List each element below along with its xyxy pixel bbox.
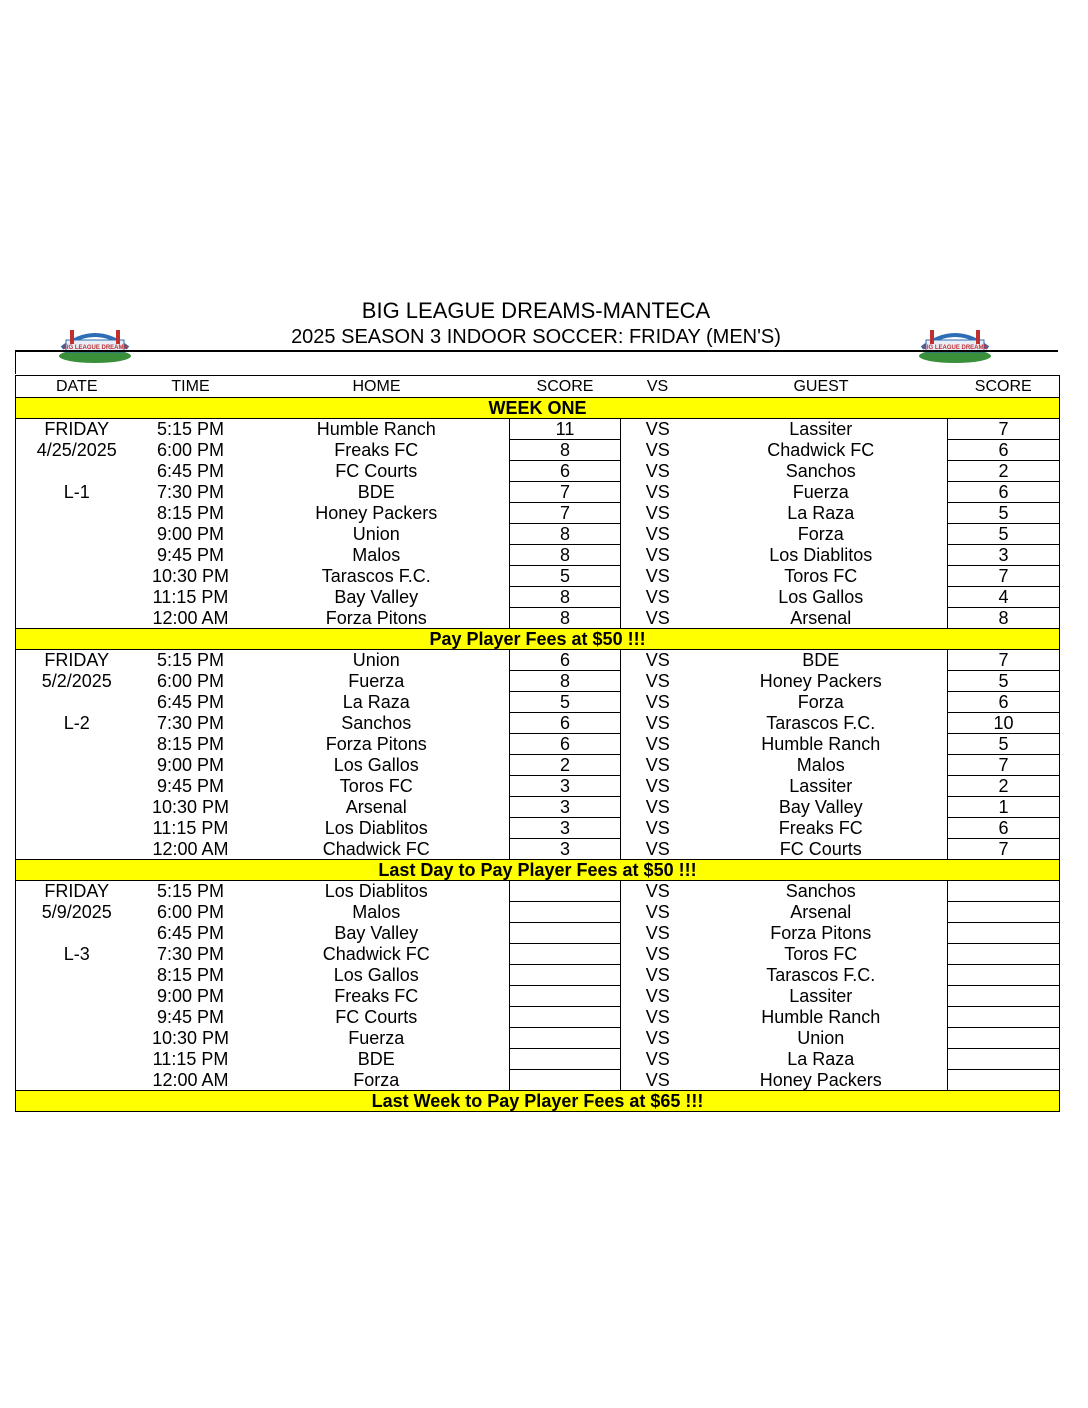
home-team: Toros FC bbox=[339, 776, 413, 796]
guest-team: Arsenal bbox=[790, 902, 852, 922]
time-cell: 7:30 PM bbox=[156, 713, 225, 733]
guest-score bbox=[948, 965, 1060, 986]
guest-score: 6 bbox=[948, 440, 1060, 461]
guest-score bbox=[948, 923, 1060, 944]
time-cell: 10:30 PM bbox=[151, 1028, 230, 1048]
date-cell bbox=[16, 797, 138, 818]
home-score: 8 bbox=[510, 524, 621, 545]
home-score: 8 bbox=[510, 608, 621, 629]
guest-team: Toros FC bbox=[784, 566, 858, 586]
vs-label: VS bbox=[645, 1007, 670, 1027]
date-cell bbox=[16, 1007, 138, 1028]
guest-score: 4 bbox=[948, 587, 1060, 608]
home-team: Los Gallos bbox=[333, 965, 419, 985]
time-cell: 11:15 PM bbox=[152, 587, 229, 607]
vs-label: VS bbox=[645, 607, 670, 628]
vs-label: VS bbox=[645, 838, 670, 859]
col-home-score: SCORE bbox=[510, 376, 621, 398]
date-cell bbox=[16, 545, 138, 566]
vs-label: VS bbox=[645, 482, 670, 502]
date-cell bbox=[16, 965, 138, 986]
date-cell bbox=[16, 755, 138, 776]
game-row bbox=[16, 1070, 1060, 1091]
date-cell bbox=[16, 587, 138, 608]
home-score: 8 bbox=[510, 440, 621, 461]
vs-label: VS bbox=[645, 692, 670, 712]
date-cell bbox=[16, 524, 138, 545]
home-score: 6 bbox=[510, 650, 621, 671]
guest-score: 7 bbox=[948, 839, 1060, 860]
game-row bbox=[16, 440, 1060, 461]
home-score bbox=[510, 965, 621, 986]
guest-score: 7 bbox=[948, 650, 1060, 671]
guest-team: Los Gallos bbox=[778, 587, 864, 607]
vs-label: VS bbox=[645, 524, 670, 544]
col-vs: VS bbox=[621, 376, 695, 398]
guest-score: 10 bbox=[948, 713, 1060, 734]
date-cell: L-3 bbox=[16, 944, 138, 965]
vs-label: VS bbox=[645, 734, 670, 754]
game-row bbox=[16, 818, 1060, 839]
home-score bbox=[510, 923, 621, 944]
home-team: Arsenal bbox=[345, 797, 407, 817]
guest-team: Fuerza bbox=[792, 482, 849, 502]
time-cell: 12:00 AM bbox=[152, 607, 229, 628]
guest-team: Lassiter bbox=[789, 419, 853, 440]
time-cell: 9:00 PM bbox=[156, 986, 225, 1006]
guest-team: FC Courts bbox=[779, 838, 862, 859]
game-row bbox=[16, 923, 1060, 944]
home-score: 8 bbox=[510, 671, 621, 692]
home-score: 6 bbox=[510, 713, 621, 734]
game-row bbox=[16, 1028, 1060, 1049]
home-score bbox=[510, 1007, 621, 1028]
home-score: 3 bbox=[510, 818, 621, 839]
vs-label: VS bbox=[645, 1049, 670, 1069]
game-row bbox=[16, 503, 1060, 524]
guest-score: 8 bbox=[948, 608, 1060, 629]
big-league-dreams-logo-left bbox=[54, 318, 136, 364]
page-subtitle: 2025 SEASON 3 INDOOR SOCCER: FRIDAY (MEN'S) bbox=[291, 326, 781, 348]
guest-team: Forza bbox=[797, 524, 844, 544]
game-row bbox=[16, 650, 1060, 671]
home-team: La Raza bbox=[342, 692, 410, 712]
date-cell: 5/9/2025 bbox=[16, 902, 138, 923]
banner-text: Last Week to Pay Player Fees at $65 !!! bbox=[16, 1091, 1060, 1112]
col-home: HOME bbox=[244, 376, 510, 398]
schedule-table bbox=[15, 375, 1060, 1112]
game-row bbox=[16, 587, 1060, 608]
home-team: Forza Pitons bbox=[325, 734, 427, 754]
guest-score: 6 bbox=[948, 692, 1060, 713]
vs-label: VS bbox=[645, 818, 670, 838]
vs-label: VS bbox=[645, 902, 670, 922]
date-cell bbox=[16, 461, 138, 482]
home-team: Los Diablitos bbox=[324, 818, 428, 838]
home-team: Malos bbox=[352, 545, 401, 565]
guest-team: Tarascos F.C. bbox=[766, 713, 876, 733]
guest-team: Los Diablitos bbox=[769, 545, 873, 565]
date-cell bbox=[16, 1028, 138, 1049]
time-cell: 5:15 PM bbox=[156, 881, 225, 902]
time-cell: 6:00 PM bbox=[156, 671, 225, 691]
home-score: 3 bbox=[510, 839, 621, 860]
home-team: Bay Valley bbox=[334, 923, 419, 943]
vs-label: VS bbox=[645, 1028, 670, 1048]
guest-team: Sanchos bbox=[785, 881, 856, 902]
guest-score bbox=[948, 881, 1060, 902]
home-score bbox=[510, 1049, 621, 1070]
logo-text: BIG LEAGUE DREAMS bbox=[922, 345, 988, 351]
time-cell: 9:45 PM bbox=[156, 545, 225, 565]
home-score: 8 bbox=[510, 545, 621, 566]
time-cell: 5:15 PM bbox=[156, 419, 225, 440]
guest-team: Humble Ranch bbox=[761, 734, 881, 754]
home-score: 5 bbox=[510, 566, 621, 587]
home-team: BDE bbox=[357, 482, 395, 502]
home-team: Forza Pitons bbox=[325, 607, 427, 628]
time-cell: 10:30 PM bbox=[151, 566, 230, 586]
game-row bbox=[16, 692, 1060, 713]
home-score: 3 bbox=[510, 776, 621, 797]
time-cell: 6:45 PM bbox=[156, 461, 225, 481]
home-score: 5 bbox=[510, 692, 621, 713]
column-header-row bbox=[16, 376, 1060, 398]
date-cell: 4/25/2025 bbox=[16, 440, 138, 461]
guest-score bbox=[948, 944, 1060, 965]
home-team: Bay Valley bbox=[334, 587, 419, 607]
guest-score bbox=[948, 1070, 1060, 1091]
guest-team: Tarascos F.C. bbox=[766, 965, 876, 985]
time-cell: 5:15 PM bbox=[156, 650, 225, 671]
game-row bbox=[16, 608, 1060, 629]
date-cell bbox=[16, 1049, 138, 1070]
date-cell: FRIDAY bbox=[16, 881, 138, 902]
home-team: Fuerza bbox=[348, 671, 405, 691]
vs-label: VS bbox=[645, 944, 670, 964]
game-row bbox=[16, 461, 1060, 482]
home-score bbox=[510, 902, 621, 923]
time-cell: 7:30 PM bbox=[156, 944, 225, 964]
game-row bbox=[16, 797, 1060, 818]
vs-label: VS bbox=[645, 797, 670, 817]
game-row bbox=[16, 902, 1060, 923]
game-row bbox=[16, 965, 1060, 986]
guest-score: 3 bbox=[948, 545, 1060, 566]
time-cell: 9:00 PM bbox=[156, 755, 225, 775]
guest-team: Malos bbox=[796, 755, 845, 775]
vs-label: VS bbox=[645, 755, 670, 775]
guest-score bbox=[948, 1049, 1060, 1070]
home-score bbox=[510, 944, 621, 965]
home-score: 11 bbox=[510, 419, 621, 440]
vs-label: VS bbox=[645, 587, 670, 607]
time-cell: 8:15 PM bbox=[156, 503, 225, 523]
vs-label: VS bbox=[645, 671, 670, 691]
guest-score: 7 bbox=[948, 419, 1060, 440]
home-team: Sanchos bbox=[341, 713, 412, 733]
date-cell bbox=[16, 839, 138, 860]
guest-score bbox=[948, 1028, 1060, 1049]
date-cell bbox=[16, 692, 138, 713]
game-row bbox=[16, 419, 1060, 440]
vs-label: VS bbox=[645, 923, 670, 943]
home-score bbox=[510, 986, 621, 1007]
banner-text: Pay Player Fees at $50 !!! bbox=[16, 629, 1060, 650]
date-cell: L-2 bbox=[16, 713, 138, 734]
game-row bbox=[16, 839, 1060, 860]
section-banner bbox=[16, 629, 1060, 650]
guest-team: Lassiter bbox=[789, 776, 853, 796]
guest-team: BDE bbox=[802, 650, 840, 671]
home-team: Freaks FC bbox=[334, 986, 419, 1006]
date-cell: L-1 bbox=[16, 482, 138, 503]
date-cell: FRIDAY bbox=[16, 650, 138, 671]
guest-score: 6 bbox=[948, 482, 1060, 503]
home-team: Humble Ranch bbox=[316, 419, 436, 440]
banner-text: Last Day to Pay Player Fees at $50 !!! bbox=[16, 860, 1060, 881]
game-row bbox=[16, 566, 1060, 587]
date-cell bbox=[16, 776, 138, 797]
guest-score: 7 bbox=[948, 755, 1060, 776]
vs-label: VS bbox=[645, 440, 670, 460]
guest-score: 5 bbox=[948, 503, 1060, 524]
vs-label: VS bbox=[645, 986, 670, 1006]
home-score bbox=[510, 1070, 621, 1091]
guest-team: Honey Packers bbox=[759, 1069, 882, 1090]
vs-label: VS bbox=[645, 566, 670, 586]
time-cell: 9:00 PM bbox=[156, 524, 225, 544]
col-time: TIME bbox=[138, 376, 244, 398]
guest-team: Freaks FC bbox=[778, 818, 863, 838]
home-score: 3 bbox=[510, 797, 621, 818]
guest-score bbox=[948, 1007, 1060, 1028]
game-row bbox=[16, 1049, 1060, 1070]
time-cell: 6:45 PM bbox=[156, 692, 225, 712]
home-team: Forza bbox=[353, 1069, 400, 1090]
date-cell bbox=[16, 818, 138, 839]
home-team: Tarascos F.C. bbox=[321, 566, 431, 586]
date-cell: FRIDAY bbox=[16, 419, 138, 440]
home-score bbox=[510, 1028, 621, 1049]
time-cell: 11:15 PM bbox=[152, 818, 229, 838]
guest-score: 5 bbox=[948, 734, 1060, 755]
guest-team: Toros FC bbox=[784, 944, 858, 964]
date-cell: 5/2/2025 bbox=[16, 671, 138, 692]
vs-label: VS bbox=[645, 545, 670, 565]
guest-score bbox=[948, 902, 1060, 923]
date-cell bbox=[16, 608, 138, 629]
guest-team: Forza Pitons bbox=[770, 923, 872, 943]
time-cell: 8:15 PM bbox=[156, 965, 225, 985]
header-rule-tick bbox=[15, 350, 16, 374]
guest-team: Humble Ranch bbox=[761, 1007, 881, 1027]
header-rule bbox=[16, 350, 1058, 352]
page-title: BIG LEAGUE DREAMS-MANTECA bbox=[361, 298, 711, 323]
guest-score: 7 bbox=[948, 566, 1060, 587]
guest-score: 2 bbox=[948, 461, 1060, 482]
home-score: 7 bbox=[510, 482, 621, 503]
time-cell: 6:00 PM bbox=[156, 440, 225, 460]
date-cell bbox=[16, 923, 138, 944]
time-cell: 11:15 PM bbox=[152, 1049, 229, 1069]
guest-team: La Raza bbox=[787, 1049, 855, 1069]
guest-team: Honey Packers bbox=[759, 671, 882, 691]
vs-label: VS bbox=[645, 461, 670, 481]
time-cell: 10:30 PM bbox=[151, 797, 230, 817]
col-guest-score: SCORE bbox=[948, 376, 1060, 398]
vs-label: VS bbox=[645, 419, 670, 440]
logo-text: BIG LEAGUE DREAMS bbox=[62, 345, 128, 351]
home-team: Fuerza bbox=[348, 1028, 405, 1048]
game-row bbox=[16, 482, 1060, 503]
game-row bbox=[16, 734, 1060, 755]
home-team: Freaks FC bbox=[334, 440, 419, 460]
time-cell: 12:00 AM bbox=[152, 838, 229, 859]
vs-label: VS bbox=[645, 965, 670, 985]
home-team: Chadwick FC bbox=[322, 838, 430, 859]
home-team: Honey Packers bbox=[315, 503, 438, 523]
game-row bbox=[16, 881, 1060, 902]
guest-team: La Raza bbox=[787, 503, 855, 523]
guest-score bbox=[948, 986, 1060, 1007]
date-cell bbox=[16, 734, 138, 755]
home-score: 2 bbox=[510, 755, 621, 776]
time-cell: 7:30 PM bbox=[156, 482, 225, 502]
guest-team: Bay Valley bbox=[778, 797, 863, 817]
home-team: Malos bbox=[352, 902, 401, 922]
home-team: Chadwick FC bbox=[322, 944, 430, 964]
game-row bbox=[16, 524, 1060, 545]
guest-team: Union bbox=[797, 1028, 845, 1048]
guest-score: 5 bbox=[948, 524, 1060, 545]
guest-score: 1 bbox=[948, 797, 1060, 818]
game-row bbox=[16, 545, 1060, 566]
col-guest: GUEST bbox=[695, 376, 948, 398]
date-cell bbox=[16, 566, 138, 587]
time-cell: 6:45 PM bbox=[156, 923, 225, 943]
guest-team: Arsenal bbox=[790, 607, 852, 628]
time-cell: 6:00 PM bbox=[156, 902, 225, 922]
guest-team: Chadwick FC bbox=[767, 440, 875, 460]
banner-text: WEEK ONE bbox=[16, 398, 1060, 419]
home-score: 6 bbox=[510, 734, 621, 755]
home-score bbox=[510, 881, 621, 902]
home-team: Los Gallos bbox=[333, 755, 419, 775]
home-team: Union bbox=[352, 524, 400, 544]
time-cell: 8:15 PM bbox=[156, 734, 225, 754]
home-team: BDE bbox=[357, 1049, 395, 1069]
vs-label: VS bbox=[645, 776, 670, 796]
col-date: DATE bbox=[16, 376, 138, 398]
guest-team: Lassiter bbox=[789, 986, 853, 1006]
home-team: FC Courts bbox=[335, 1007, 418, 1027]
home-team: Union bbox=[352, 650, 400, 671]
game-row bbox=[16, 944, 1060, 965]
big-league-dreams-logo-right bbox=[914, 318, 996, 364]
game-row bbox=[16, 671, 1060, 692]
time-cell: 9:45 PM bbox=[156, 1007, 225, 1027]
time-cell: 9:45 PM bbox=[156, 776, 225, 796]
guest-team: Sanchos bbox=[785, 461, 856, 481]
time-cell: 12:00 AM bbox=[152, 1069, 229, 1090]
guest-score: 2 bbox=[948, 776, 1060, 797]
vs-label: VS bbox=[645, 1069, 670, 1090]
game-row bbox=[16, 713, 1060, 734]
date-cell bbox=[16, 503, 138, 524]
game-row bbox=[16, 755, 1060, 776]
section-banner bbox=[16, 860, 1060, 881]
game-row bbox=[16, 776, 1060, 797]
home-score: 8 bbox=[510, 587, 621, 608]
vs-label: VS bbox=[645, 881, 670, 902]
section-banner bbox=[16, 398, 1060, 419]
home-score: 6 bbox=[510, 461, 621, 482]
guest-score: 6 bbox=[948, 818, 1060, 839]
date-cell bbox=[16, 986, 138, 1007]
guest-score: 5 bbox=[948, 671, 1060, 692]
date-cell bbox=[16, 1070, 138, 1091]
vs-label: VS bbox=[645, 713, 670, 733]
vs-label: VS bbox=[645, 503, 670, 523]
game-row bbox=[16, 986, 1060, 1007]
guest-team: Forza bbox=[797, 692, 844, 712]
vs-label: VS bbox=[645, 650, 670, 671]
footer-banner bbox=[16, 1091, 1060, 1112]
home-score: 7 bbox=[510, 503, 621, 524]
home-team: Los Diablitos bbox=[324, 881, 428, 902]
game-row bbox=[16, 1007, 1060, 1028]
home-team: FC Courts bbox=[335, 461, 418, 481]
